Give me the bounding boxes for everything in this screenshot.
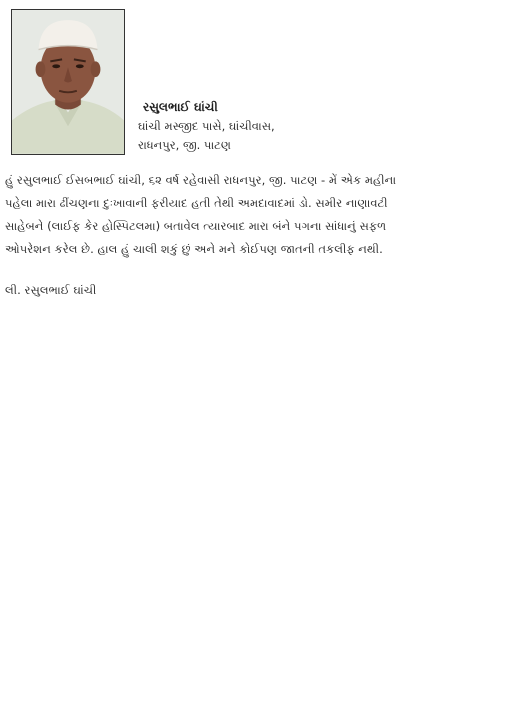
person-name: રસુલભાઈ ઘાંચી [143, 100, 218, 114]
body-line: હું રસુલભાઈ ઈસબભાઈ ઘાંચી, ૬૨ વર્ષ રહેવાસી રાધનપુર, જી. પાટણ - મેં એક મહીના [5, 173, 397, 187]
body-line: પહેલા મારા ઢીંચણના દુઃખાવાની ફરીયાદ હતી તેથી અમદાવાદમાં ડો. સમીર નાણાવટી [5, 196, 388, 210]
body-line: ઓપરેશન કરેલ છે. હાલ હું ચાલી શકું છું અને મને કોઈપણ જાતની તકલીફ નથી. [5, 242, 383, 256]
portrait-photo [11, 9, 125, 155]
address-line-1: ઘાંચી મસ્જીદ પાસે, ઘાંચીવાસ, [138, 119, 275, 133]
address-line-2: રાધનપુર, જી. પાટણ [138, 138, 231, 152]
body-line: સાહેબને (લાઈફ કેર હોસ્પિટલમા) બતાવેલ ત્યારબાદ મારા બંને પગના સાંધાનું સફળ [5, 219, 387, 233]
testimonial-body [5, 169, 527, 261]
signature: લી. રસુલભાઈ ઘાંચી [5, 283, 97, 297]
